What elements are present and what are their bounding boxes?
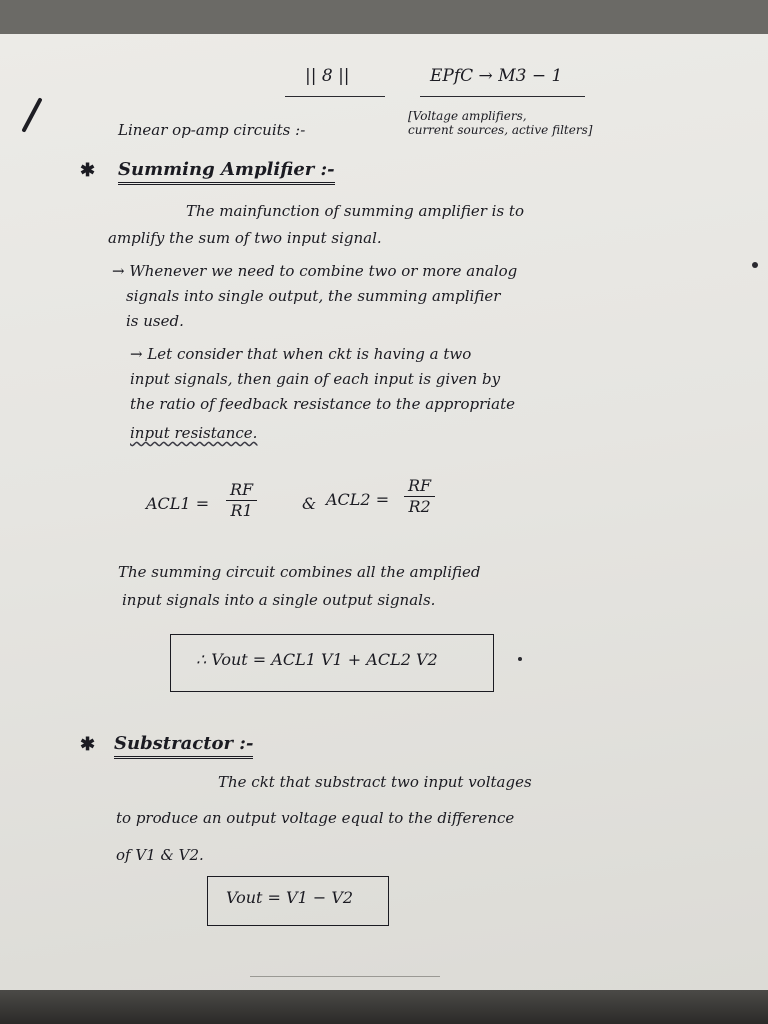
header-underline [420,96,585,97]
header-underline [285,96,385,97]
intro-bracket-line1: [Voltage amplifiers, [408,109,527,123]
acl2-numerator: RF [404,476,435,497]
subtractor-heading: Substractor :- [114,734,253,754]
star-bullet-icon: ✱ [80,160,96,181]
summing-formula: ∴ Vout = ACL1 V1 + ACL2 V2 [196,650,438,669]
summing-para1-line1: The mainfunction of summing amplifier is to [186,202,524,220]
acl2-label: ACL2 = [326,490,390,509]
summing-para2-line2: signals into single output, the summing amplifier [126,287,501,305]
subtractor-para-line2: to produce an output voltage equal to the difference [116,809,515,827]
intro-title: Linear op-amp circuits :- [118,121,306,139]
subtractor-para-line1: The ckt that substract two input voltages [218,773,532,791]
acl1-label: ACL1 = [146,494,210,513]
subtractor-formula: Vout = V1 − V2 [226,888,354,907]
acl2-denominator: R2 [408,497,431,516]
acl1-numerator: RF [226,480,257,501]
star-bullet-icon: ✱ [80,734,96,755]
acl2-fraction [404,476,435,517]
summing-para4-line2: input signals into a single output signals. [122,591,436,609]
summing-para1-line2: amplify the sum of two input signal. [108,229,382,247]
header-course: EPfC → M3 − 1 [430,66,563,86]
subtractor-para-line3: of V1 & V2. [116,846,204,864]
summing-para3-line3: the ratio of feedback resistance to the appropriate [130,395,515,413]
summing-para3-line2: input signals, then gain of each input is given by [130,370,501,388]
summing-para2-line3: is used. [126,312,184,330]
page-dot [518,657,522,661]
summing-para4-line1: The summing circuit combines all the amplified [118,563,481,581]
summing-para3-line4: input resistance. [130,424,258,442]
summing-heading: Summing Amplifier :- [118,160,335,180]
desk-background [0,990,768,1024]
page-dot [752,262,758,268]
page-bottom-rule [250,976,440,977]
acl1-fraction [226,480,257,521]
and-symbol: & [302,494,317,513]
header-date: || 8 || [305,66,350,86]
acl1-denominator: R1 [230,501,253,520]
summing-para3-line1: → Let consider that when ckt is having a two [130,345,472,363]
summing-para2-line1: → Whenever we need to combine two or more analog [112,262,518,280]
intro-bracket-line2: current sources, active filters] [408,123,593,137]
